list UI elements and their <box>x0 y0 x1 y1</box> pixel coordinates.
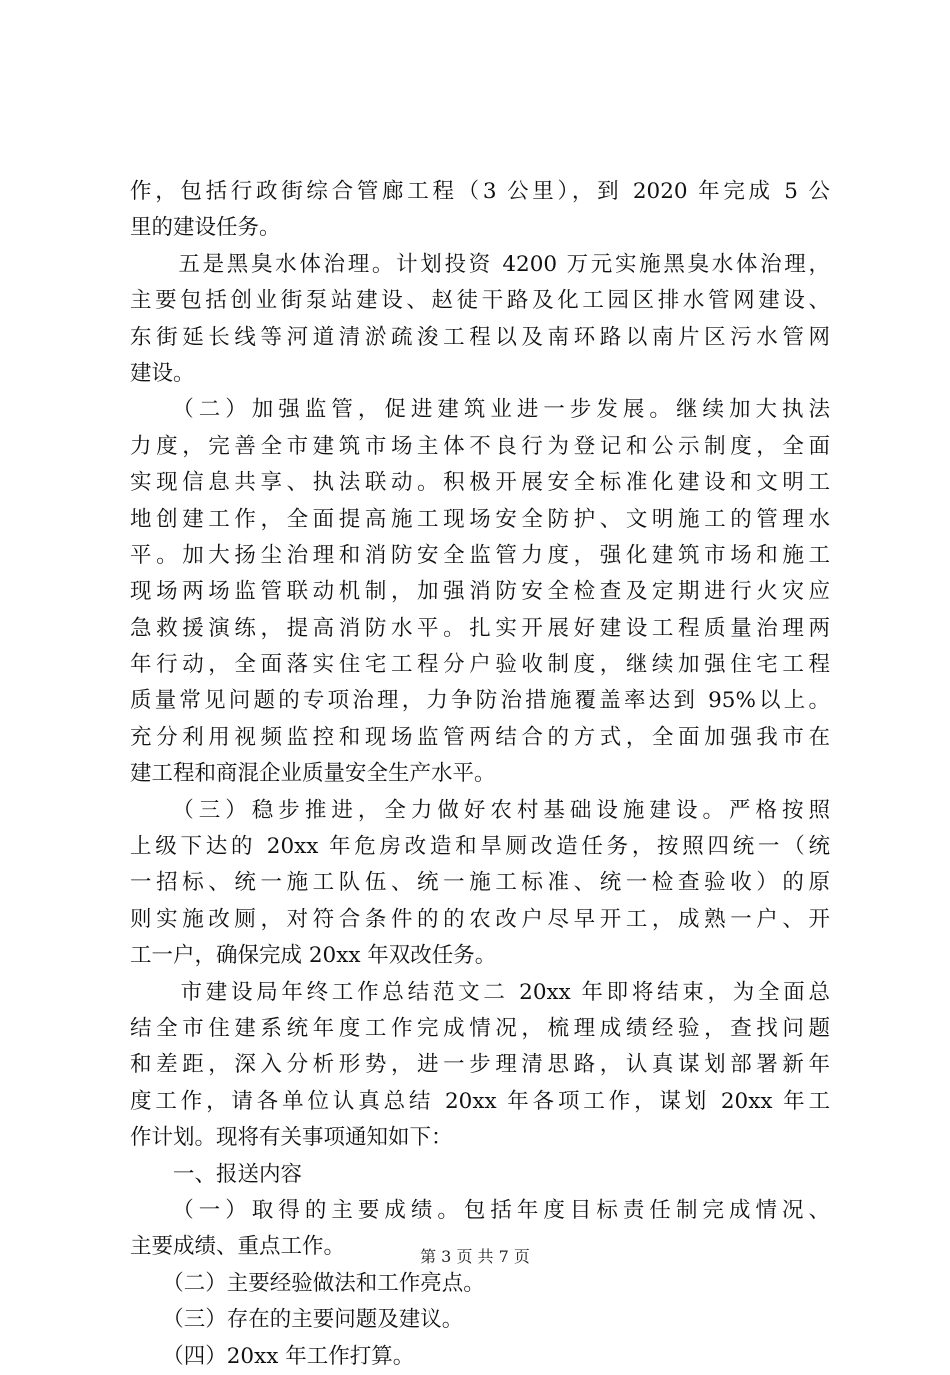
text-line: 充分利用视频监控和现场监管两结合的方式，全面加强我市在 <box>130 724 830 750</box>
text-line: 地创建工作，全面提高施工现场安全防护、文明施工的管理水 <box>130 506 830 532</box>
text-line: 东街延长线等河道清淤疏浚工程以及南环路以南片区污水管网 <box>130 324 830 350</box>
text-line: 度工作，请各单位认真总结 20xx 年各项工作，谋划 20xx 年工 <box>130 1088 830 1114</box>
text-line: 质量常见问题的专项治理，力争防治措施覆盖率达到 95%以上。 <box>130 688 830 714</box>
text-line: 主要包括创业街泵站建设、赵徒干路及化工园区排水管网建设、 <box>130 288 830 314</box>
text-line: 市建设局年终工作总结范文二 20xx 年即将结束，为全面总 <box>130 979 830 1005</box>
text-line: （三）存在的主要问题及建议。 <box>130 1307 464 1333</box>
text-line: （二）加强监管，促进建筑业进一步发展。继续加大执法 <box>130 397 830 423</box>
text-line: 现场两场监管联动机制，加强消防安全检查及定期进行火灾应 <box>130 579 830 605</box>
text-line: （三）稳步推进，全力做好农村基础设施建设。严格按照 <box>130 797 830 823</box>
text-line: 工一户，确保完成 20xx 年双改任务。 <box>130 943 497 969</box>
text-line: 力度，完善全市建筑市场主体不良行为登记和公示制度，全面 <box>130 433 830 459</box>
text-line: 上级下达的 20xx 年危房改造和旱厕改造任务，按照四统一（统 <box>130 834 830 860</box>
text-line: 则实施改厕，对符合条件的的农改户尽早开工，成熟一户、开 <box>130 906 830 932</box>
text-line: 作，包括行政街综合管廊工程（3 公里），到 2020 年完成 5 公 <box>130 179 830 204</box>
page-number-footer: 第 3 页 共 7 页 <box>420 1247 530 1266</box>
text-line: （二）主要经验做法和工作亮点。 <box>130 1270 485 1296</box>
text-line: 年行动，全面落实住宅工程分户验收制度，继续加强住宅工程 <box>130 652 830 678</box>
text-line: 五是黑臭水体治理。计划投资 4200 万元实施黑臭水体治理， <box>130 251 830 277</box>
text-line: 建工程和商混企业质量安全生产水平。 <box>130 761 496 787</box>
text-line: 里的建设任务。 <box>130 215 281 241</box>
text-line: 主要成绩、重点工作。 <box>130 1234 346 1260</box>
text-line: 实现信息共享、执法联动。积极开展安全标准化建设和文明工 <box>130 470 830 496</box>
text-line: 一、报送内容 <box>130 1161 303 1187</box>
text-line: （一）取得的主要成绩。包括年度目标责任制完成情况、 <box>130 1197 830 1223</box>
text-line: 作计划。现将有关事项通知如下： <box>130 1125 453 1151</box>
text-line: 一招标、统一施工队伍、统一施工标准、统一检查验收）的原 <box>130 870 830 896</box>
text-line: 建设。 <box>130 360 195 386</box>
text-line: （四）20xx 年工作打算。 <box>130 1343 415 1369</box>
text-line: 急救援演练，提高消防水平。扎实开展好建设工程质量治理两 <box>130 615 830 641</box>
text-line: 平。加大扬尘治理和消防安全监管力度，强化建筑市场和施工 <box>130 542 830 568</box>
document-body <box>130 174 830 1375</box>
text-line: 和差距，深入分析形势，进一步理清思路，认真谋划部署新年 <box>130 1052 830 1078</box>
text-line: 结全市住建系统年度工作完成情况，梳理成绩经验，查找问题 <box>130 1015 830 1041</box>
